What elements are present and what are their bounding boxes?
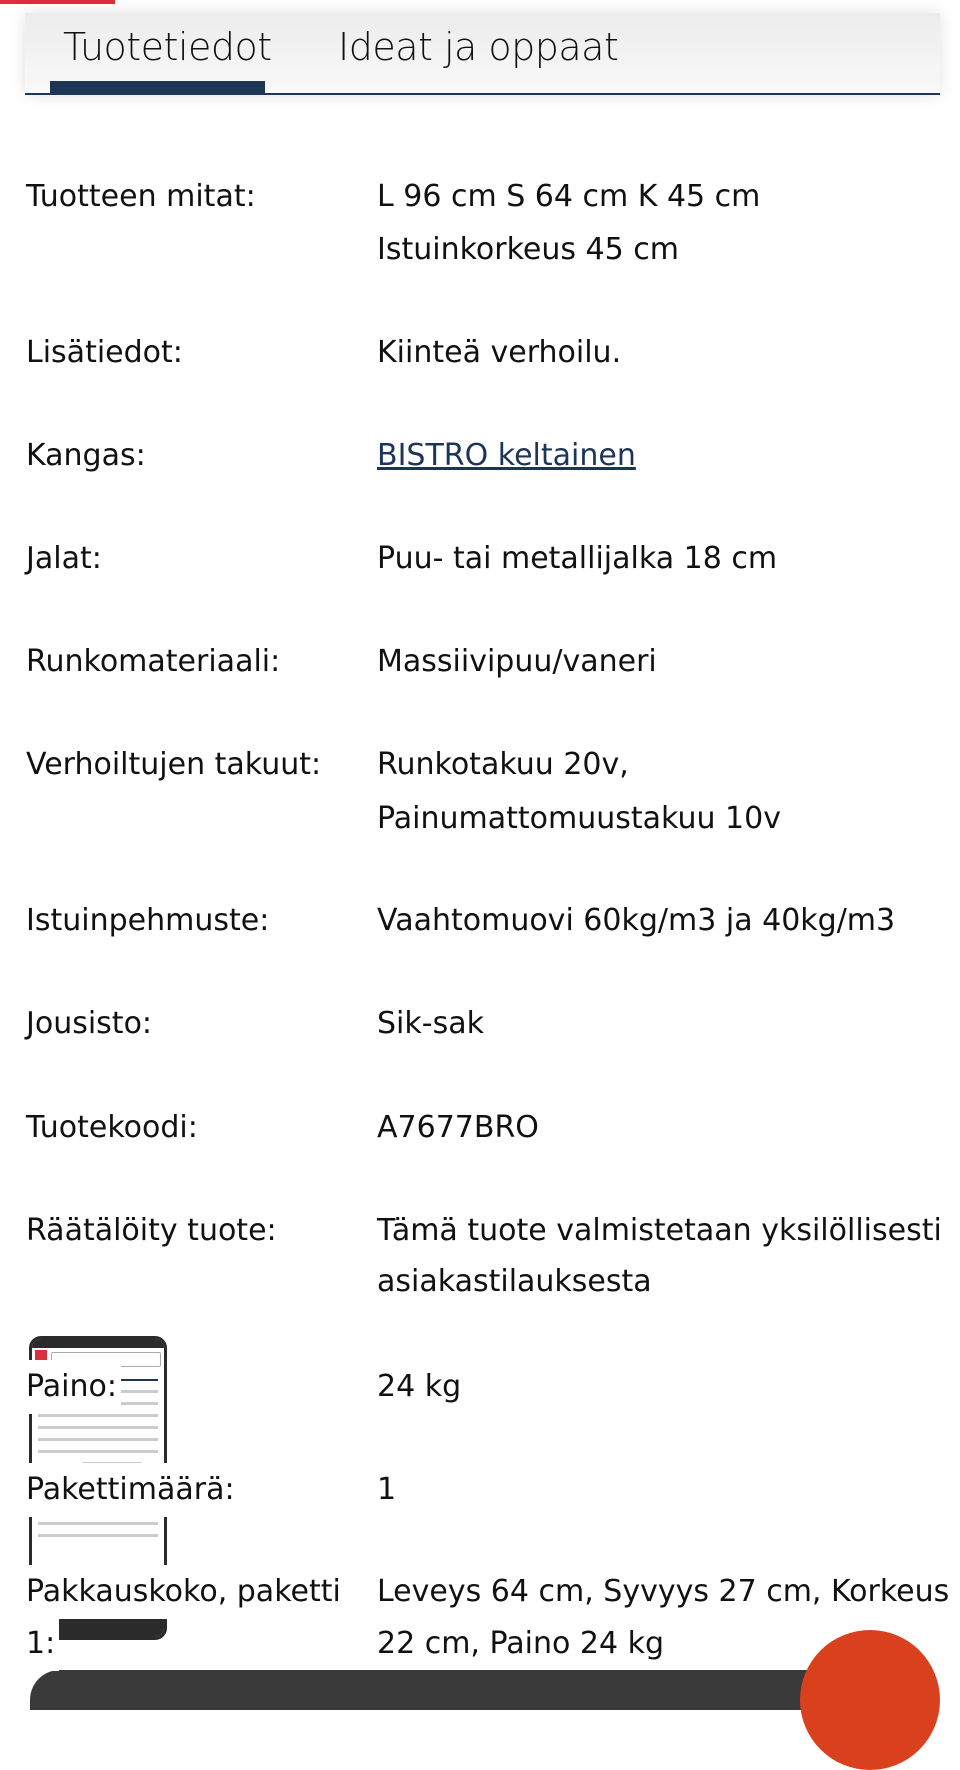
spec-label: Tuotteen mitat:	[26, 179, 256, 214]
thumb-status-bar	[32, 1339, 164, 1348]
spec-value: Istuinkorkeus 45 cm	[377, 232, 679, 267]
spec-label: Verhoiltujen takuut:	[26, 747, 322, 782]
spec-label: Jousisto:	[26, 1006, 153, 1041]
spec-label: Pakettimäärä:	[26, 1463, 239, 1517]
spec-label: Paino:	[26, 1360, 121, 1414]
bottom-toolbar[interactable]	[30, 1670, 930, 1710]
spec-value: 1	[377, 1472, 397, 1507]
spec-label: 1:	[26, 1617, 59, 1671]
spec-label: Lisätiedot:	[26, 335, 183, 370]
spec-value: Leveys 64 cm, Syvyys 27 cm, Korkeus	[377, 1574, 950, 1609]
brand-bar	[0, 0, 115, 4]
spec-value: Kiinteä verhoilu.	[377, 335, 622, 370]
spec-label: Jalat:	[26, 541, 102, 576]
thumb-row	[38, 1534, 158, 1537]
tab-ideat-ja-oppaat[interactable]: Ideat ja oppaat	[338, 25, 619, 69]
tab-tuotetiedot[interactable]: Tuotetiedot	[63, 25, 272, 69]
spec-value: Painumattomuustakuu 10v	[377, 801, 781, 836]
fabric-link[interactable]: BISTRO keltainen	[377, 438, 636, 473]
spec-value: Tämä tuote valmistetaan yksilöllisesti	[377, 1213, 942, 1248]
spec-value: Vaahtomuovi 60kg/m3 ja 40kg/m3	[377, 903, 896, 938]
spec-value: asiakastilauksesta	[377, 1264, 652, 1299]
thumb-row	[38, 1438, 158, 1441]
thumb-row	[38, 1450, 158, 1453]
spec-label: Istuinpehmuste:	[26, 903, 270, 938]
thumb-row	[38, 1426, 158, 1429]
active-tab-indicator	[50, 81, 265, 93]
spec-value: Massiivipuu/vaneri	[377, 644, 657, 679]
spec-label: Räätälöity tuote:	[26, 1213, 277, 1248]
spec-value: 24 kg	[377, 1369, 462, 1404]
spec-label: Pakkauskoko, paketti	[26, 1565, 345, 1619]
spec-value: Sik-sak	[377, 1006, 484, 1041]
spec-label: Runkomateriaali:	[26, 644, 281, 679]
spec-value: A7677BRO	[377, 1110, 539, 1145]
spec-value: Runkotakuu 20v,	[377, 747, 629, 782]
spec-label: Kangas:	[26, 438, 146, 473]
spec-value: Puu- tai metallijalka 18 cm	[377, 541, 778, 576]
tab-bar	[25, 13, 940, 95]
thumb-row	[38, 1414, 158, 1417]
spec-label: Tuotekoodi:	[26, 1110, 198, 1145]
thumb-row	[38, 1522, 158, 1525]
chat-button[interactable]	[800, 1630, 940, 1770]
spec-value: L 96 cm S 64 cm K 45 cm	[377, 179, 761, 214]
spec-value: 22 cm, Paino 24 kg	[377, 1626, 664, 1661]
